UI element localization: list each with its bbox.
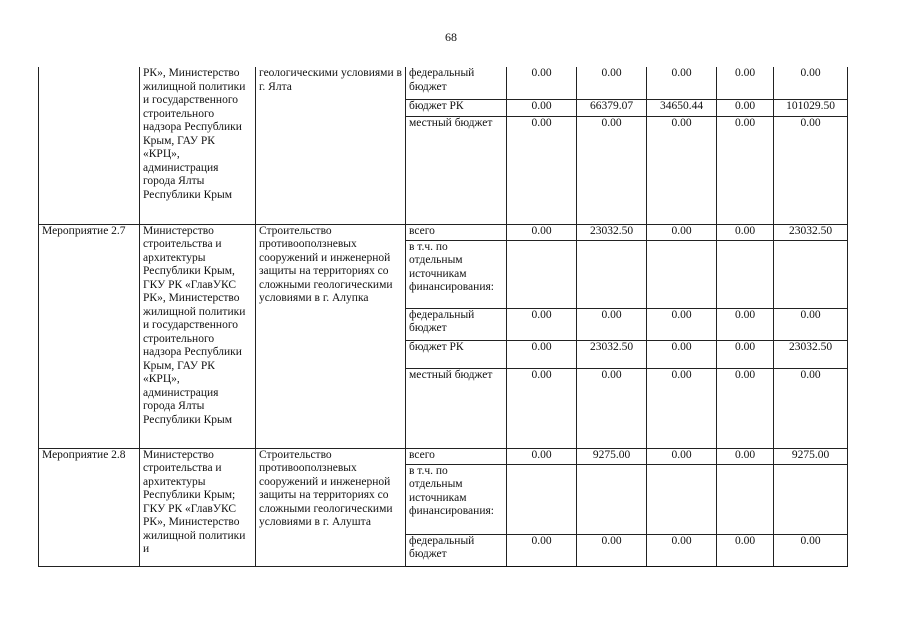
value-cell: 0.00 — [577, 116, 647, 224]
source-cell: бюджет РК — [406, 99, 507, 116]
value-cell: 0.00 — [507, 308, 577, 340]
value-cell — [577, 464, 647, 534]
source-cell: в т.ч. по отдельным источникам финансирования: — [406, 464, 507, 534]
value-cell: 66379.07 — [577, 99, 647, 116]
budget-table — [38, 67, 848, 567]
value-cell: 101029.50 — [774, 99, 848, 116]
value-cell — [647, 240, 717, 308]
source-cell: всего — [406, 448, 507, 464]
value-cell: 0.00 — [647, 116, 717, 224]
value-cell: 0.00 — [717, 99, 774, 116]
description-cell: Строительство противооползневых сооружений и инженерной защиты на территориях со сложными геологическими условиями в г. Алупка — [256, 224, 406, 448]
source-cell: федеральный бюджет — [406, 534, 507, 566]
executor-cell: Министерство строительства и архитектуры Республики Крым, ГКУ РК «ГлавУКС РК», Министерство жилищной политики и государственного строительного надзора Республики Крым, ГАУ РК «КРЦ», администрация города Ялты Республики Крым — [140, 224, 256, 448]
table-row — [39, 67, 848, 99]
value-cell: 0.00 — [647, 224, 717, 240]
table-row — [39, 224, 848, 240]
value-cell: 0.00 — [507, 224, 577, 240]
value-cell — [507, 464, 577, 534]
value-cell: 0.00 — [717, 67, 774, 99]
value-cell: 0.00 — [774, 67, 848, 99]
executor-cell: РК», Министерство жилищной политики и государственного строительного надзора Республики Крым, ГАУ РК «КРЦ», администрация города Ялты Республики Крым — [140, 67, 256, 224]
value-cell: 0.00 — [507, 448, 577, 464]
value-cell: 0.00 — [647, 534, 717, 566]
value-cell: 0.00 — [647, 308, 717, 340]
value-cell: 23032.50 — [774, 224, 848, 240]
source-cell: местный бюджет — [406, 116, 507, 224]
value-cell — [647, 464, 717, 534]
value-cell — [507, 240, 577, 308]
value-cell: 23032.50 — [577, 224, 647, 240]
value-cell: 0.00 — [507, 116, 577, 224]
table-row — [39, 448, 848, 464]
value-cell: 0.00 — [647, 67, 717, 99]
value-cell: 9275.00 — [577, 448, 647, 464]
value-cell: 23032.50 — [774, 340, 848, 368]
value-cell: 0.00 — [647, 368, 717, 448]
source-cell: в т.ч. по отдельным источникам финансирования: — [406, 240, 507, 308]
page-number: 68 — [445, 30, 457, 44]
value-cell — [717, 464, 774, 534]
value-cell: 34650.44 — [647, 99, 717, 116]
description-cell: Строительство противооползневых сооружений и инженерной защиты на территориях со сложными геологическими условиями в г. Алушта — [256, 448, 406, 566]
source-cell: местный бюджет — [406, 368, 507, 448]
value-cell: 0.00 — [507, 99, 577, 116]
event-cell — [39, 67, 140, 224]
value-cell: 0.00 — [717, 534, 774, 566]
value-cell: 0.00 — [577, 534, 647, 566]
value-cell: 0.00 — [717, 448, 774, 464]
value-cell: 0.00 — [774, 368, 848, 448]
value-cell: 9275.00 — [774, 448, 848, 464]
value-cell: 0.00 — [577, 67, 647, 99]
value-cell: 0.00 — [717, 368, 774, 448]
value-cell: 0.00 — [507, 340, 577, 368]
value-cell: 0.00 — [774, 534, 848, 566]
source-cell: всего — [406, 224, 507, 240]
value-cell: 0.00 — [507, 67, 577, 99]
value-cell: 0.00 — [577, 308, 647, 340]
value-cell: 0.00 — [774, 116, 848, 224]
value-cell: 0.00 — [717, 224, 774, 240]
value-cell — [717, 240, 774, 308]
source-cell: федеральный бюджет — [406, 67, 507, 99]
event-cell: Мероприятие 2.8 — [39, 448, 140, 566]
value-cell — [774, 464, 848, 534]
value-cell: 0.00 — [507, 368, 577, 448]
value-cell: 23032.50 — [577, 340, 647, 368]
event-cell: Мероприятие 2.7 — [39, 224, 140, 448]
value-cell: 0.00 — [717, 340, 774, 368]
value-cell: 0.00 — [717, 116, 774, 224]
value-cell: 0.00 — [507, 534, 577, 566]
value-cell — [577, 240, 647, 308]
value-cell: 0.00 — [774, 308, 848, 340]
executor-cell: Министерство строительства и архитектуры Республики Крым; ГКУ РК «ГлавУКС РК», Министерство жилищной политики и — [140, 448, 256, 566]
value-cell: 0.00 — [717, 308, 774, 340]
source-cell: бюджет РК — [406, 340, 507, 368]
description-cell: геологическими условиями в г. Ялта — [256, 67, 406, 224]
value-cell: 0.00 — [647, 448, 717, 464]
value-cell: 0.00 — [647, 340, 717, 368]
value-cell — [774, 240, 848, 308]
source-cell: федеральный бюджет — [406, 308, 507, 340]
value-cell: 0.00 — [577, 368, 647, 448]
